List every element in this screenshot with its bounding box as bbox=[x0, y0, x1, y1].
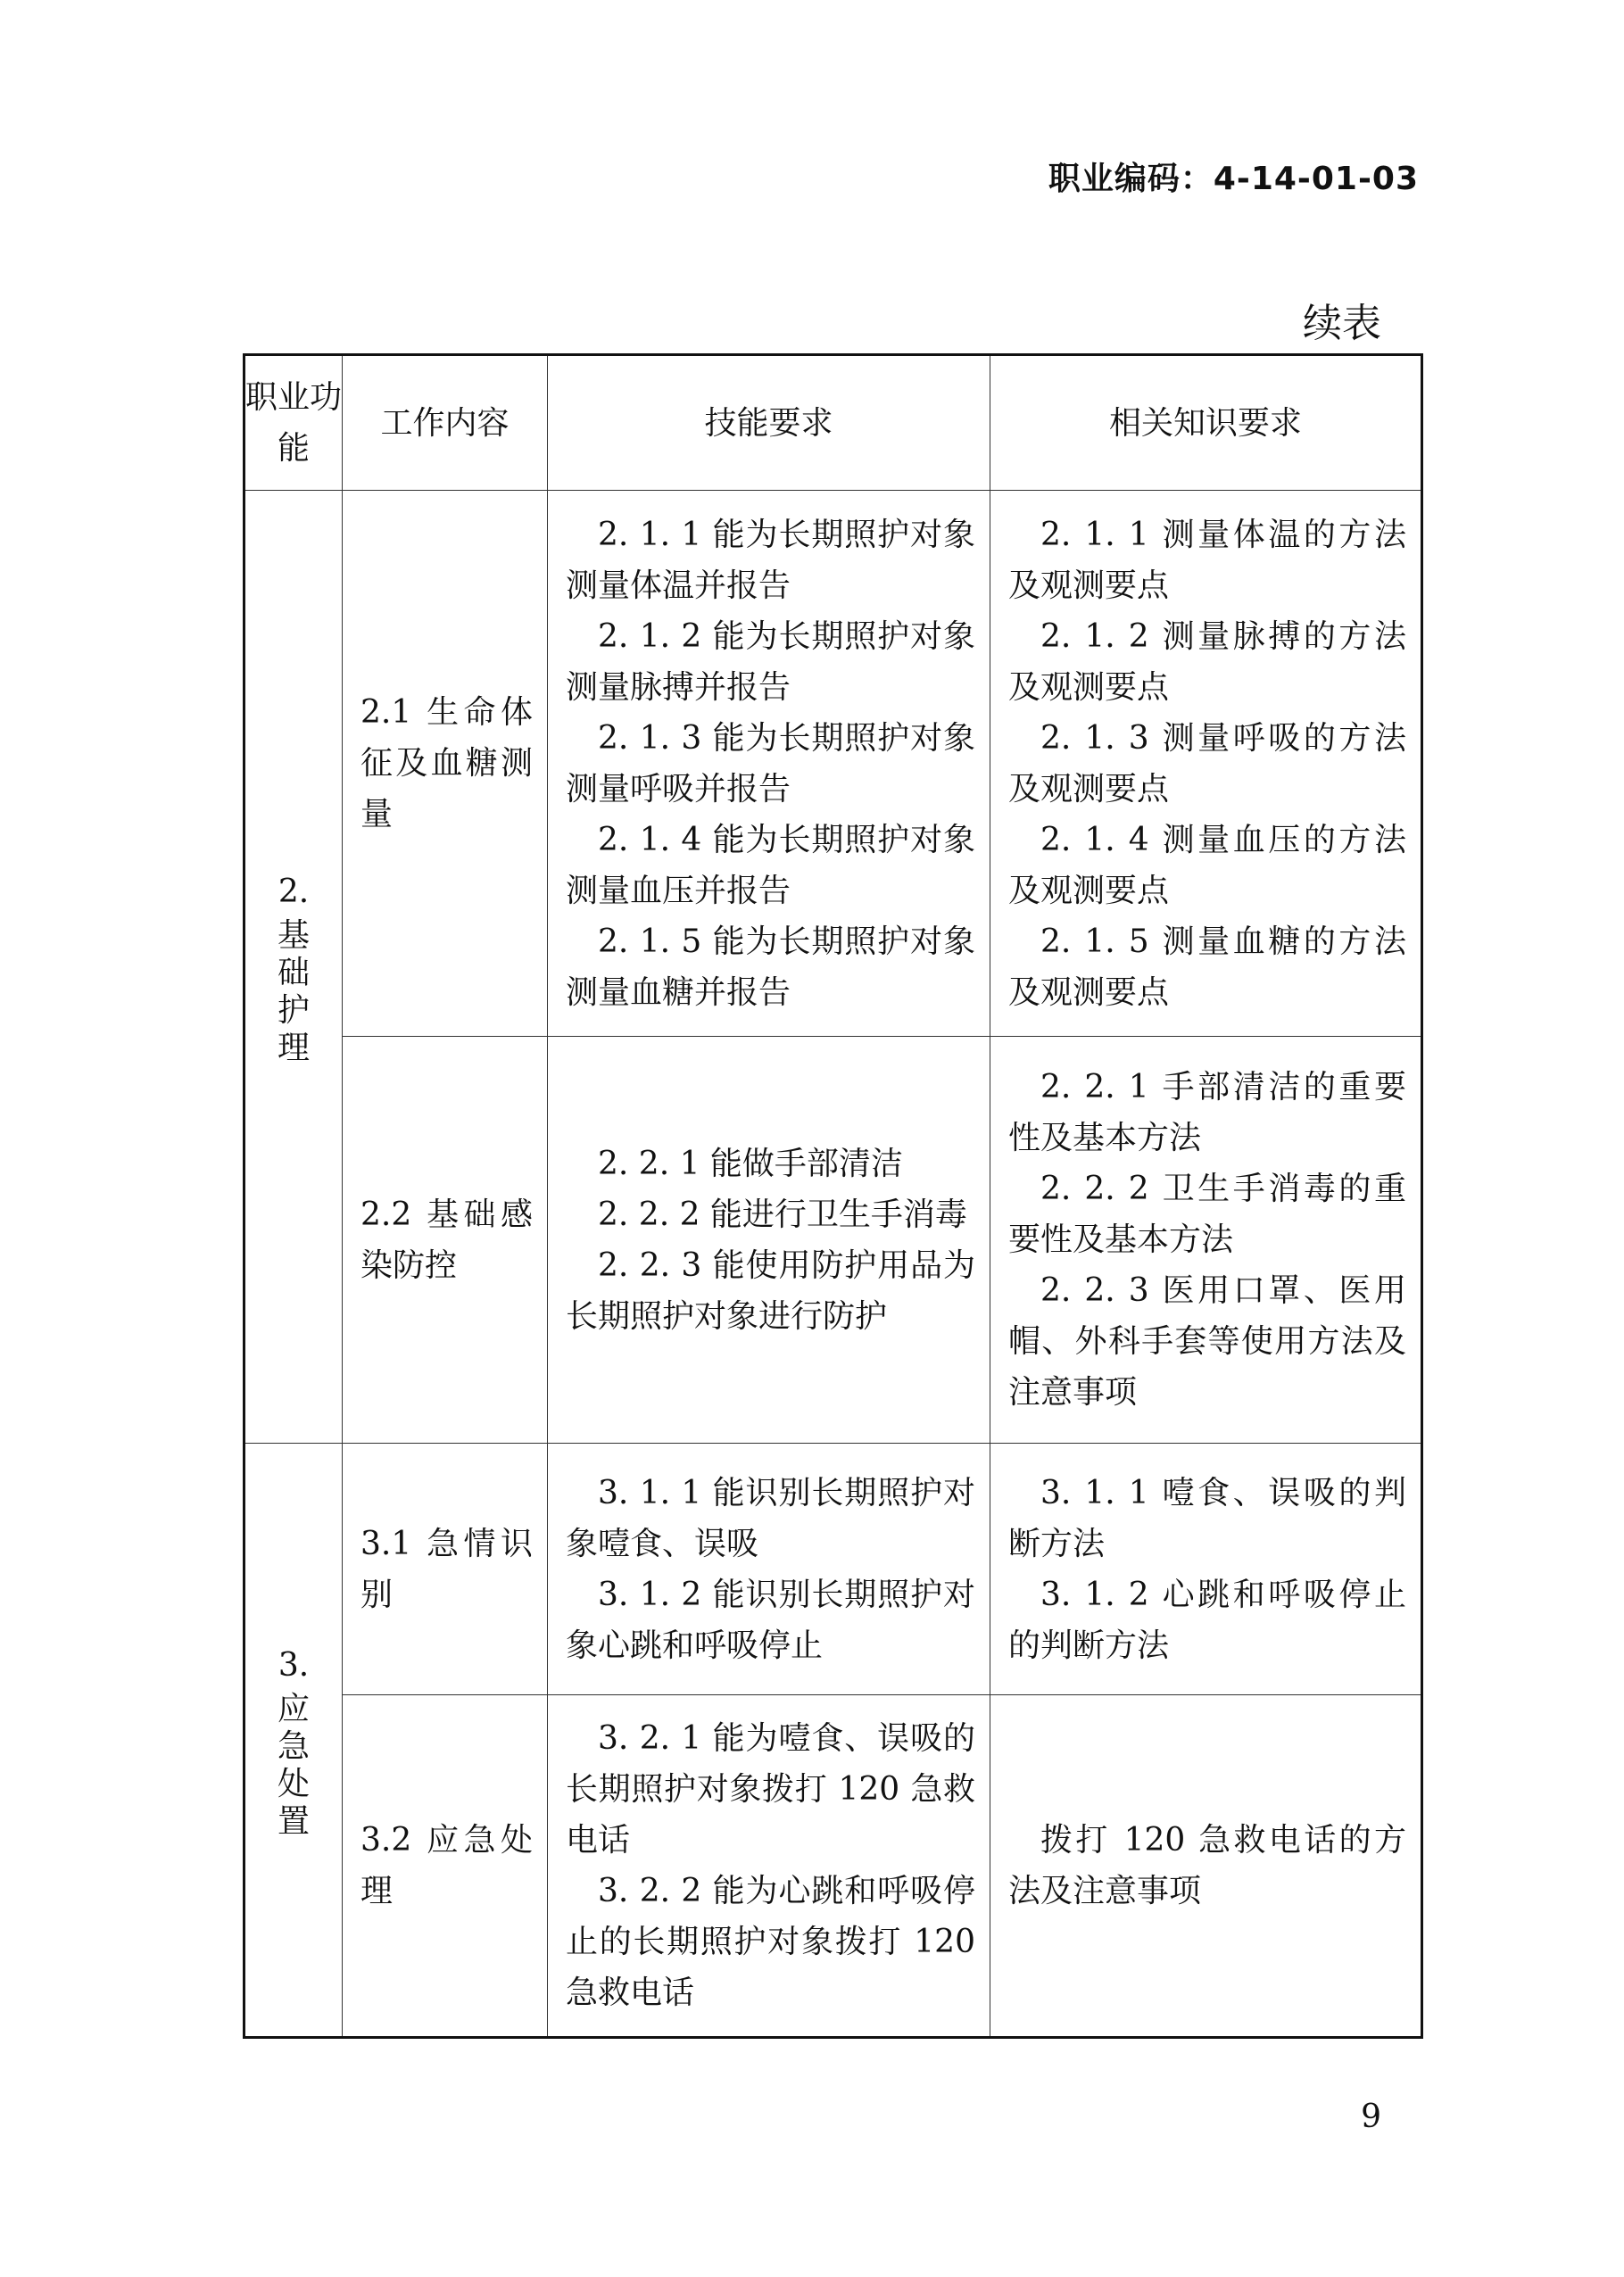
header-function: 职业功能 bbox=[244, 355, 343, 491]
table-row bbox=[244, 1695, 1422, 2038]
skill-item: 2. 1. 1 能为长期照护对象测量体温并报告 bbox=[566, 516, 975, 604]
function-char: 础 bbox=[277, 955, 310, 991]
table-row bbox=[244, 1037, 1422, 1444]
skill-item: 2. 1. 2 能为长期照护对象测量脉搏并报告 bbox=[566, 617, 975, 706]
function-char: 置 bbox=[277, 1802, 310, 1840]
work-content-cell: 3.2 应急处理 bbox=[343, 1695, 548, 2038]
skill-item: 2. 1. 5 能为长期照护对象测量血糖并报告 bbox=[566, 923, 975, 1011]
skill-item: 2. 1. 3 能为长期照护对象测量呼吸并报告 bbox=[566, 719, 975, 807]
function-char: 护 bbox=[277, 992, 310, 1029]
function-number: 2. bbox=[278, 874, 310, 910]
knowledge-item: 2. 1. 4 测量血压的方法及观测要点 bbox=[1008, 821, 1406, 909]
table-header-row bbox=[244, 355, 1422, 491]
work-content-cell: 3.1 急情识别 bbox=[343, 1444, 548, 1695]
knowledge-item: 3. 1. 2 心跳和呼吸停止的判断方法 bbox=[1008, 1576, 1406, 1664]
skills-cell bbox=[548, 1695, 990, 2038]
knowledge-cell bbox=[990, 1695, 1422, 2038]
skill-item: 3. 1. 2 能识别长期照护对象心跳和呼吸停止 bbox=[566, 1576, 975, 1664]
knowledge-item: 2. 2. 3 医用口罩、医用帽、外科手套等使用方法及注意事项 bbox=[1008, 1272, 1406, 1411]
function-char: 应 bbox=[277, 1690, 310, 1727]
knowledge-item: 2. 2. 1 手部清洁的重要性及基本方法 bbox=[1008, 1069, 1406, 1156]
knowledge-item: 2. 1. 2 测量脉搏的方法及观测要点 bbox=[1008, 617, 1406, 706]
skill-item: 2. 2. 2 能进行卫生手消毒 bbox=[598, 1196, 967, 1233]
skill-item: 3. 2. 1 能为噎食、误吸的长期照护对象拨打 120 急救电话 bbox=[566, 1720, 975, 1859]
skill-item: 2. 2. 1 能做手部清洁 bbox=[598, 1145, 903, 1182]
header-work-content: 工作内容 bbox=[343, 355, 548, 491]
function-char: 急 bbox=[277, 1727, 310, 1765]
knowledge-item: 3. 1. 1 噎食、误吸的判断方法 bbox=[1008, 1474, 1406, 1562]
knowledge-item: 拨打 120 急救电话的方法及注意事项 bbox=[1008, 1822, 1406, 1909]
function-cell-basic-care bbox=[244, 491, 343, 1444]
work-content-cell: 2.1 生命体征及血糖测量 bbox=[343, 491, 548, 1037]
function-cell-emergency bbox=[244, 1444, 343, 2038]
skill-item: 3. 2. 2 能为心跳和呼吸停止的长期照护对象拨打 120 急救电话 bbox=[566, 1873, 975, 2011]
knowledge-cell bbox=[990, 1037, 1422, 1444]
function-char: 基 bbox=[277, 917, 310, 954]
function-char: 理 bbox=[277, 1030, 310, 1066]
skill-item: 2. 1. 4 能为长期照护对象测量血压并报告 bbox=[566, 821, 975, 909]
skill-item: 2. 2. 3 能使用防护用品为长期照护对象进行防护 bbox=[566, 1246, 975, 1335]
page-number: 9 bbox=[1361, 2099, 1381, 2135]
knowledge-item: 2. 2. 2 卫生手消毒的重要性及基本方法 bbox=[1008, 1171, 1406, 1258]
skills-table bbox=[243, 353, 1423, 2039]
table-row bbox=[244, 1444, 1422, 1695]
function-char: 处 bbox=[277, 1765, 310, 1802]
skills-cell bbox=[548, 1037, 990, 1444]
header-knowledge-requirements: 相关知识要求 bbox=[990, 355, 1422, 491]
skills-cell bbox=[548, 1444, 990, 1695]
continued-label: 续表 bbox=[1303, 301, 1381, 346]
table-row bbox=[244, 491, 1422, 1037]
header-skill-requirements: 技能要求 bbox=[548, 355, 990, 491]
skills-cell bbox=[548, 491, 990, 1037]
knowledge-cell bbox=[990, 1444, 1422, 1695]
knowledge-item: 2. 1. 5 测量血糖的方法及观测要点 bbox=[1008, 923, 1406, 1011]
knowledge-cell bbox=[990, 491, 1422, 1037]
occupation-code: 职业编码：4-14-01-03 bbox=[1048, 161, 1419, 197]
function-number: 3. bbox=[278, 1646, 310, 1684]
knowledge-item: 2. 1. 3 测量呼吸的方法及观测要点 bbox=[1008, 719, 1406, 807]
work-content-cell: 2.2 基础感染防控 bbox=[343, 1037, 548, 1444]
skill-item: 3. 1. 1 能识别长期照护对象噎食、误吸 bbox=[566, 1474, 975, 1562]
knowledge-item: 2. 1. 1 测量体温的方法及观测要点 bbox=[1008, 516, 1406, 604]
